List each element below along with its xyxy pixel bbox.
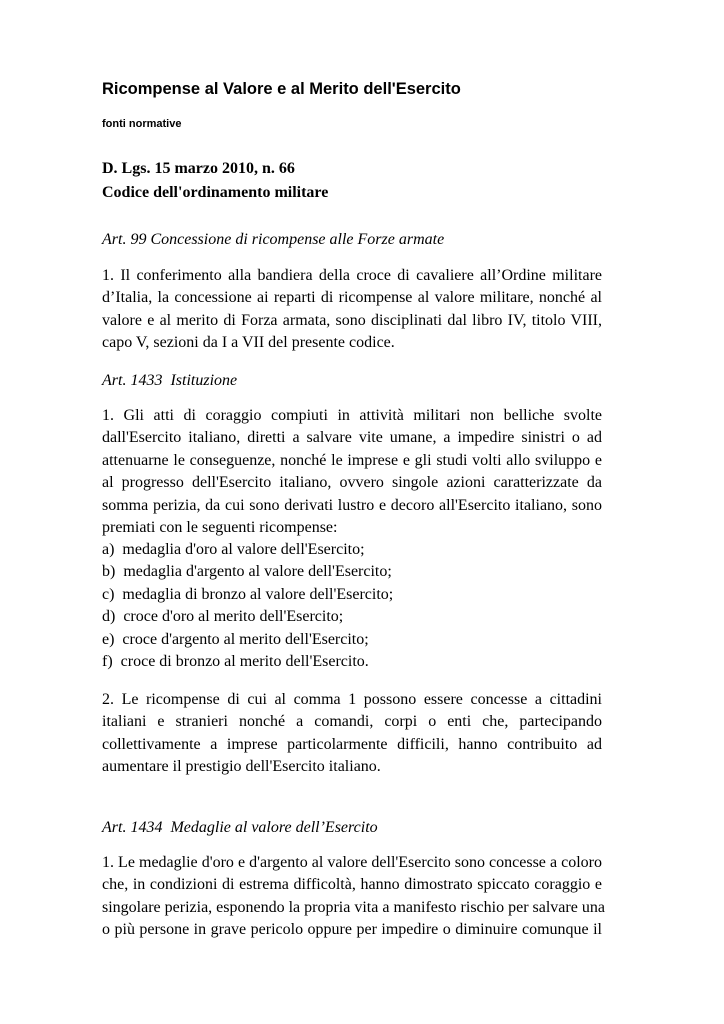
text-line: italiani e stranieri nonché a comandi, corpi o enti che, partecipando <box>102 713 602 731</box>
text-line: 1. Il conferimento alla bandiera della croce di cavaliere all’Ordine militare <box>102 267 602 284</box>
text-line: che, in condizioni di estrema difficoltà, hanno dimostrato spiccato coraggio e <box>102 876 602 894</box>
list-item: c) medaglia di bronzo al valore dell'Esercito; <box>102 585 394 603</box>
text-line: 1. Gli atti di coraggio compiuti in attività militari non belliche svolte <box>102 407 602 424</box>
list-item: d) croce d'oro al merito dell'Esercito; <box>102 608 344 626</box>
text-line: singolare perizia, esponendo la propria vita a manifesto rischio per salvare una <box>102 898 605 916</box>
text-line: aumentare il prestigio dell'Esercito italiano. <box>102 758 381 776</box>
article-1433-paragraph-2 <box>102 689 602 779</box>
law-subtitle: Codice dell'ordinamento militare <box>102 184 329 201</box>
list-item: a) medaglia d'oro al valore dell'Esercito; <box>102 541 365 558</box>
article-1433-paragraph-1 <box>102 405 602 539</box>
document-subtitle: fonti normative <box>102 118 182 130</box>
article-heading-99: Art. 99 Concessione di ricompense alle Forze armate <box>102 231 445 248</box>
text-line: o più persone in grave pericolo oppure per impedire o diminuire comunque il <box>102 921 602 939</box>
text-line: d’Italia, la concessione ai reparti di ricompense al valore militare, nonché al <box>102 289 602 307</box>
text-line: premiati con le seguenti ricompense: <box>102 518 338 536</box>
law-reference <box>102 157 328 205</box>
article-heading-1433: Art. 1433 Istituzione <box>102 372 238 389</box>
article-heading-1434: Art. 1434 Medaglie al valore dell’Esercito <box>102 819 378 836</box>
text-line: somma perizia, da cui sono derivati lustro e decoro all'Esercito italiano, sono <box>102 496 602 514</box>
list-item: e) croce d'argento al merito dell'Esercito; <box>102 630 369 648</box>
text-line: capo V, sezioni da I a VII del presente codice. <box>102 334 395 352</box>
document-title: Ricompense al Valore e al Merito dell'Esercito <box>102 80 461 98</box>
article-1434-paragraph-1 <box>102 852 605 942</box>
ricompense-list <box>102 539 602 673</box>
list-item: f) croce di bronzo al merito dell'Esercito. <box>102 652 369 670</box>
text-line: al progresso dell'Esercito italiano, ovvero singole azioni caratterizzate da <box>102 474 602 492</box>
text-line: 2. Le ricompense di cui al comma 1 possono essere concesse a cittadini <box>102 691 602 708</box>
text-line: 1. Le medaglie d'oro e d'argento al valore dell'Esercito sono concesse a coloro <box>102 854 602 871</box>
law-title: D. Lgs. 15 marzo 2010, n. 66 <box>102 160 295 177</box>
text-line: collettivamente a imprese particolarmente difficili, hanno contribuito ad <box>102 735 602 753</box>
list-item: b) medaglia d'argento al valore dell'Esercito; <box>102 563 392 581</box>
text-line: valore e al merito di Forza armata, sono disciplinati dal libro IV, titolo VIII, <box>102 311 602 329</box>
text-line: attenuarne le conseguenze, nonché le imprese e gli studi volti allo sviluppo e <box>102 451 602 469</box>
text-line: dall'Esercito italiano, diretti a salvare vite umane, a impedire sinistri o ad <box>102 429 602 447</box>
article-99-paragraph-1 <box>102 265 602 355</box>
